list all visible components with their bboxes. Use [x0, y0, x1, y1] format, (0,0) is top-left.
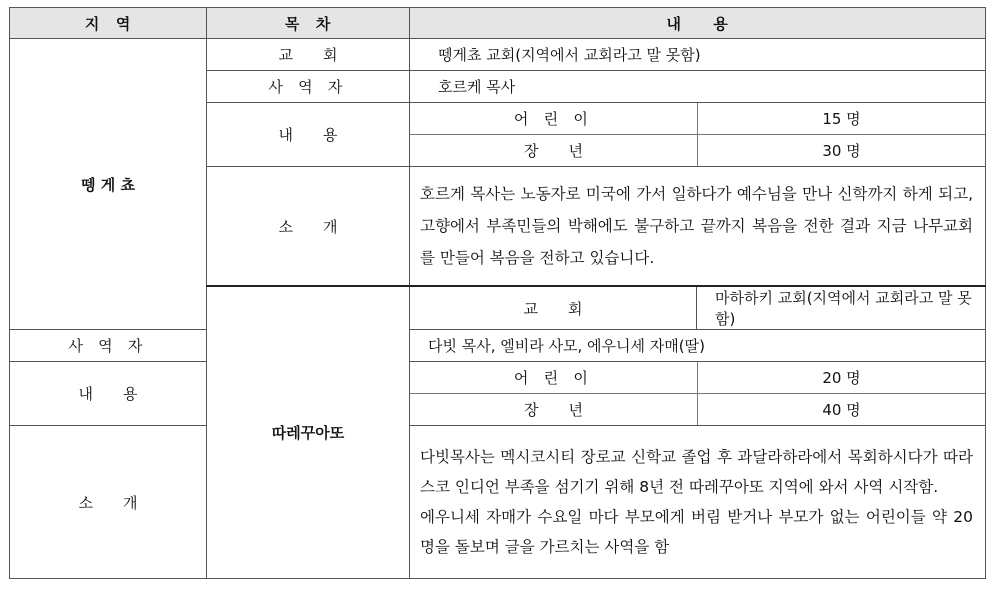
label-content-2: 내 용 [10, 362, 207, 426]
label-intro-2: 소 개 [10, 426, 207, 579]
document-page [9, 7, 985, 579]
row-minister-2 [10, 330, 986, 362]
label-minister-2: 사 역 자 [10, 330, 207, 362]
minister-value-1: 호르케 목사 [410, 71, 986, 103]
row-counts-2 [10, 362, 986, 426]
adults-label-1: 장 년 [410, 135, 698, 167]
adults-count-1: 30 명 [698, 135, 986, 167]
label-minister-1: 사 역 자 [207, 71, 410, 103]
header-region: 지 역 [10, 8, 207, 39]
church-value-1: 뗑게쵸 교회(지역에서 교회라고 말 못함) [410, 39, 986, 71]
region-cell-2: 따레꾸아또 [207, 286, 410, 579]
row-church-1 [10, 39, 986, 71]
intro-text-1: 호르게 목사는 노동자로 미국에 가서 일하다가 예수님을 만나 신학까지 하게 되고, 고향에서 부족민들의 박해에도 불구하고 끝까지 복음을 전한 결과 지금 나무교회를 만들어 복음을 전하고 있습니다. [410, 167, 986, 287]
church-value-2: 마하하키 교회(지역에서 교회라고 말 못함) [697, 286, 986, 330]
label-content-1: 내 용 [207, 103, 410, 167]
intro-paragraph-2a: 다빗목사는 멕시코시티 장로교 신학교 졸업 후 과달라하라에서 목회하시다가 따라스코 인디언 부족을 섬기기 위해 8년 전 따레꾸아또 지역에 와서 사역 시작함. [420, 448, 974, 496]
mission-table [9, 7, 986, 579]
children-count-2: 20 명 [698, 362, 986, 394]
children-label-2: 어 린 이 [513, 369, 594, 387]
adults-label-2: 장 년 [410, 394, 698, 426]
header-content: 내 용 [410, 8, 986, 39]
region-cell-1: 뗑 게 쵸 [10, 39, 207, 330]
counts-table-2 [410, 362, 985, 425]
row-intro-2 [10, 426, 986, 579]
adults-count-2: 40 명 [698, 394, 986, 426]
label-church-1: 교 회 [207, 39, 410, 71]
header-row [10, 8, 986, 39]
minister-value-2: 다빗 목사, 엘비라 사모, 에우니세 자매(딸) [410, 330, 986, 362]
intro-paragraph-2b: 에우니세 자매가 수요일 마다 부모에게 버림 받거나 부모가 없는 어린이들 약 20명을 돌보며 글을 가르치는 사역을 함 [420, 508, 974, 556]
header-item: 목 차 [207, 8, 410, 39]
intro-text-2 [410, 426, 986, 579]
children-count-1: 15 명 [698, 103, 986, 135]
label-intro-1: 소 개 [207, 167, 410, 287]
children-label-1: 어 린 이 [513, 110, 594, 128]
counts-table-1 [410, 103, 985, 166]
label-church-2: 교 회 [410, 286, 697, 330]
